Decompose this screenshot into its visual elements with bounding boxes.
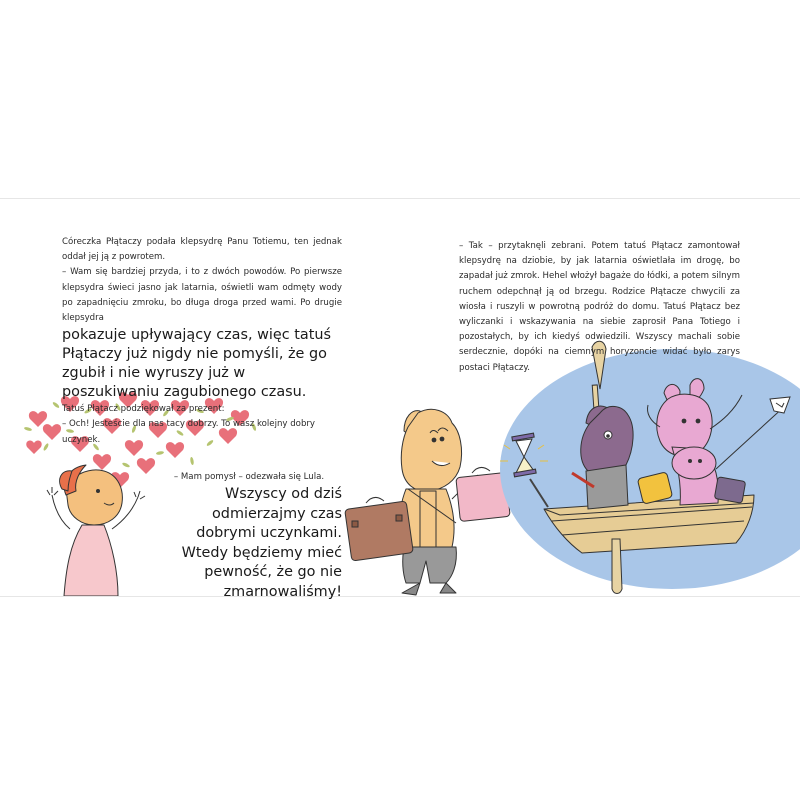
quote-line: – Och! Jesteście dla nas tacy dobrzy. To wasz kolejny dobry uczynek. [62,419,316,445]
heart-icon [26,440,41,454]
brown-suitcase [345,497,414,561]
thanks-line: Tatuś Płątacz podziękował za prezent: [62,404,225,415]
intro-paragraph: Córeczka Płątaczy podała klepsydrę Panu Totiemu, ten jednak oddał jej ją z powrotem. [62,237,342,263]
caption-emphasis: Wszyscy od dziś odmierzajmy czas dobrymi uczynkami. Wtedy będziemy mieć pewność, że go nie zmarnowaliśmy! [181,486,342,600]
emphasis-paragraph: pokazuje upływający czas, więc tatuś Płątaczy już nigdy nie pomyśli, że go zgubił i nie wyruszy już w poszukiwaniu zagubionego czasu. [62,327,331,401]
heart-icon [137,458,155,474]
book-spread [0,198,800,600]
heart-icon [43,424,61,440]
left-page-text [62,235,342,448]
right-page-text [459,239,740,376]
girl-figure [47,465,145,596]
heart-icon [29,411,47,427]
lula-caption [156,469,342,602]
heart-icon [93,454,111,470]
right-paragraph: – Tak – przytaknęli zebrani. Potem tatuś Płątacz zamontował klepsydrę na dziobie, by jak latarnia oświetlała im drogę, bo zapadał już zmrok. Hehel włożył bagaże do łódki, a potem silnym ruchem odepchnął ją od brzegu. Rodzice Płątacze chwycili za wiosła i ruszyli w powrotną podróż do domu. Tatuś Płątacz bez wyliczanki i wskazywania na siebie zaprosił Pana Totiego i pozostałych, by ich kiedyś odwiedzili. Wszyscy machali sobie serdecznie, dopóki na ciemnym horyzoncie widać było zarys postaci Płątaczy. [459,241,740,373]
caption-intro: – Mam pomysł – odezwała się Lula. [173,472,325,482]
water [500,349,800,589]
dialog-paragraph: – Wam się bardziej przyda, i to z dwóch powodów. Po pierwsze klepsydra świeci jasno jak latarnia, oświetli wam odmęty wody po zapadnięciu zmroku, bo długa droga przed wami. Po drugie klepsydra [62,267,342,324]
